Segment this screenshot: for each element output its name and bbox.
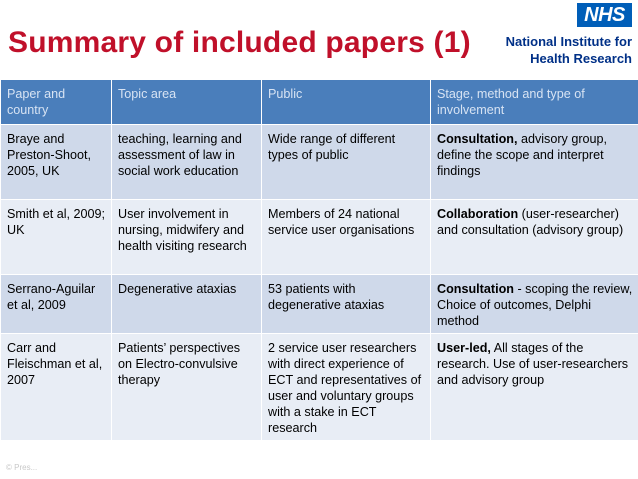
stage-type: Consultation [437,282,514,296]
table-row [1,125,638,200]
cell-topic: User involvement in nursing, midwifery and health visiting research [112,200,262,275]
table-row [1,200,638,275]
table-row [1,334,638,441]
cell-paper: Smith et al, 2009; UK [1,200,112,275]
papers-table [0,79,638,441]
logo-line-2: Health Research [530,51,632,66]
header-stage: Stage, method and type of involvement [431,80,638,125]
cell-stage [431,275,638,334]
cell-topic: teaching, learning and assessment of law in social work education [112,125,262,200]
stage-type: Collaboration [437,207,519,221]
header-public: Public [262,80,431,125]
cell-stage [431,125,638,200]
header-paper: Paper and country [1,80,112,125]
cell-topic: Patients’ perspectives on Electro-convulsive therapy [112,334,262,441]
stage-detail: advisory group, define the scope and interpret findings [437,132,608,178]
cell-paper: Carr and Fleischman et al, 2007 [1,334,112,441]
cell-public: Wide range of different types of public [262,125,431,200]
table-row [1,275,638,334]
nihr-logo [482,3,632,75]
cell-stage [431,334,638,441]
cell-public: 2 service user researchers with direct experience of ECT and representatives of user and voluntary groups with a stake in ECT research [262,334,431,441]
cell-public: Members of 24 national service user organisations [262,200,431,275]
cell-stage [431,200,638,275]
cell-paper: Serrano-Aguilar et al, 2009 [1,275,112,334]
cell-topic: Degenerative ataxias [112,275,262,334]
logo-line-1: National Institute for [505,34,632,49]
cell-public: 53 patients with degenerative ataxias [262,275,431,334]
cell-paper: Braye and Preston-Shoot, 2005, UK [1,125,112,200]
stage-detail: (user-researcher) and consultation (advisory group) [437,207,624,237]
table-header-row [1,80,638,125]
stage-detail: - scoping the review, Choice of outcomes, Delphi method [437,282,633,328]
stage-type: User-led, [437,341,491,355]
slide-footer: © Pres... [6,463,38,472]
nhs-logo-mark: NHS [577,3,632,27]
stage-type: Consultation, [437,132,518,146]
slide-title: Summary of included papers (1) [8,26,471,59]
header-topic: Topic area [112,80,262,125]
stage-detail: All stages of the research. Use of user-researchers and advisory group [437,341,629,387]
